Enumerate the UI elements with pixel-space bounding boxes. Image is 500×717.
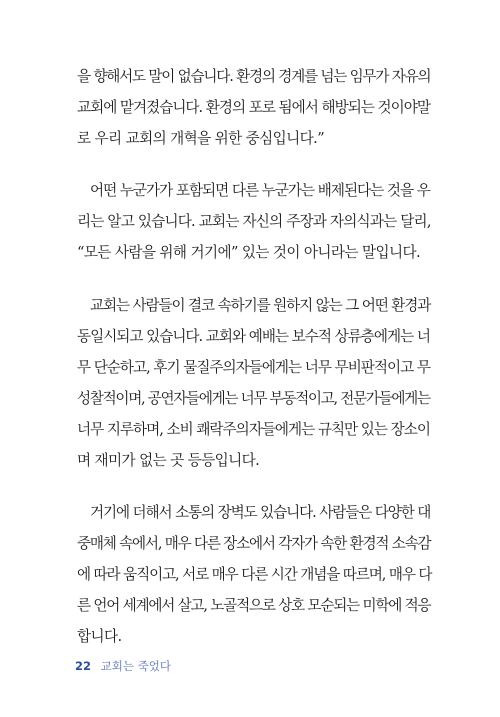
- page-number: 22: [75, 659, 92, 673]
- text-line: 로 우리 교회의 개혁을 위한 중심입니다.”: [77, 130, 325, 147]
- text-line: 어떤 누군가가 포함되면 다른 누군가는 배제된다는 것을 우: [90, 182, 430, 199]
- text-line: 동일시되고 있습니다. 교회와 예배는 보수적 상류층에게는 너: [77, 328, 430, 345]
- text-line: 을 향해서도 말이 없습니다. 환경의 경계를 넘는 임무가 자유의: [77, 68, 431, 85]
- text-line: 성찰적이며, 공연자들에게는 너무 부동적이고, 전문가들에게는: [77, 390, 430, 407]
- text-line: 합니다.: [77, 628, 122, 645]
- text-line: “모든 사람을 위해 거기에” 있는 것이 아니라는 말입니다.: [77, 244, 420, 261]
- page-footer: [75, 658, 171, 674]
- text-line: 며 재미가 없는 곳 등등입니다.: [77, 452, 260, 469]
- text-line: 중매체 속에서, 매우 다른 장소에서 각자가 속한 환경적 소속감: [77, 535, 431, 552]
- text-line: 에 따라 움직이고, 서로 매우 다른 시간 개념을 따르며, 매우 다: [77, 566, 432, 583]
- text-line: 교회에 맡겨졌습니다. 환경의 포로 됨에서 해방되는 것이야말: [77, 99, 430, 116]
- text-line: 교회는 사람들이 결코 속하기를 원하지 않는 그 어떤 환경과: [90, 297, 431, 314]
- text-line: 거기에 더해서 소통의 장벽도 있습니다. 사람들은 다양한 대: [90, 504, 431, 521]
- text-line: 무 단순하고, 후기 물질주의자들에게는 너무 무비판적이고 무: [77, 359, 430, 376]
- text-line: 리는 알고 있습니다. 교회는 자신의 주장과 자의식과는 달리,: [77, 213, 431, 230]
- text-line: 너무 지루하며, 소비 쾌락주의자들에게는 규칙만 있는 장소이: [77, 421, 430, 438]
- running-title: 교회는 죽었다: [100, 659, 171, 673]
- text-line: 른 언어 세계에서 살고, 노골적으로 상호 모순되는 미학에 적응: [77, 597, 431, 614]
